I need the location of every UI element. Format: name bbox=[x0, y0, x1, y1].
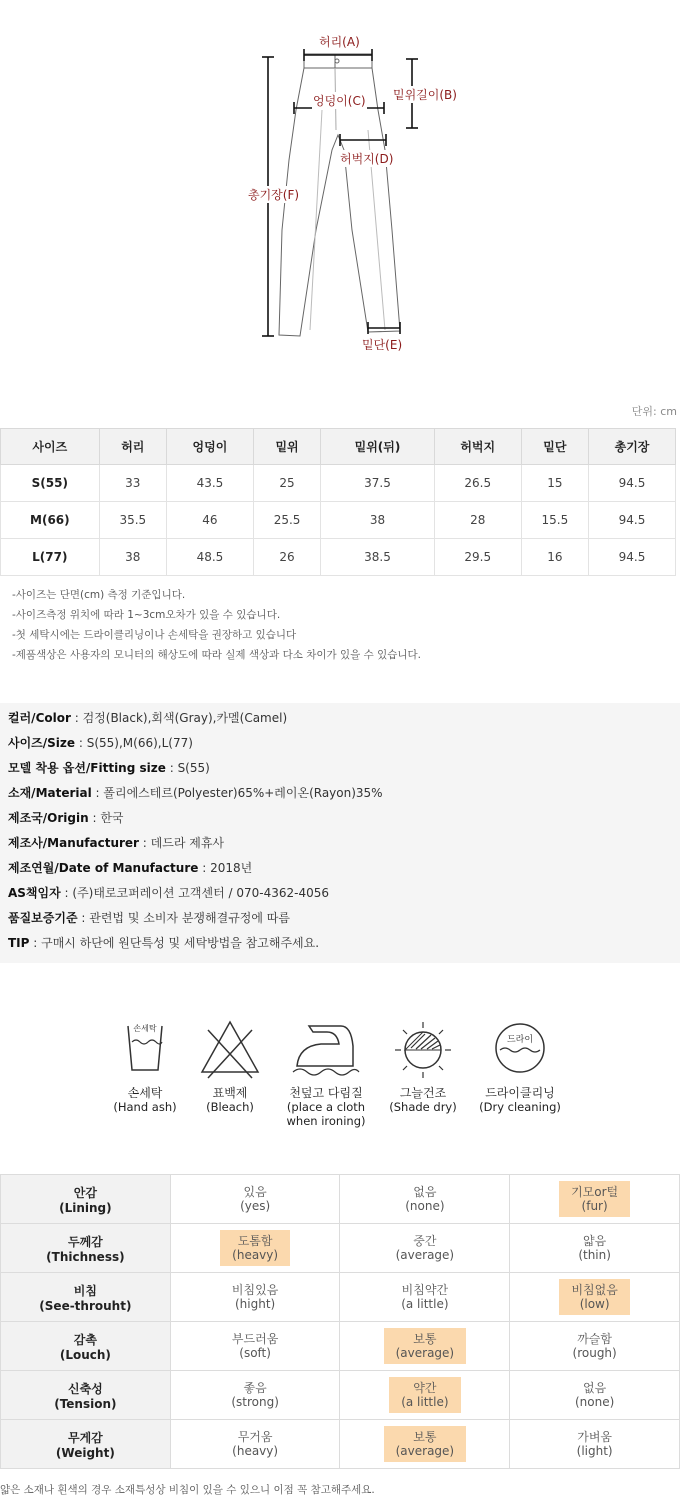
fabric-option-ko: 있음 bbox=[243, 1185, 267, 1199]
fabric-option-ko: 보통 bbox=[413, 1430, 437, 1444]
care-item-shade-dry bbox=[382, 1018, 464, 1114]
table-row bbox=[1, 465, 676, 502]
fabric-label-en: (Thichness) bbox=[46, 1249, 125, 1264]
hem-label: 밑단(E) bbox=[362, 338, 403, 352]
fabric-option-cell bbox=[170, 1273, 340, 1322]
info-value: : 데드라 제휴사 bbox=[138, 836, 225, 850]
note-line: -첫 세탁시에는 드라이클리닝이나 손세탁을 권장하고 있습니다 bbox=[12, 629, 297, 641]
waist-label: 허리(A) bbox=[319, 35, 360, 49]
fabric-option-cell bbox=[510, 1371, 680, 1420]
fabric-option-cell bbox=[340, 1175, 510, 1224]
header-cell: 엉덩이 bbox=[166, 429, 253, 465]
info-value: : 폴리에스테르(Polyester)65%+레이온(Rayon)35% bbox=[91, 786, 383, 800]
info-row bbox=[0, 731, 680, 756]
header-cell: 밑위 bbox=[253, 429, 320, 465]
care-label-en: (place a cloth bbox=[286, 1100, 366, 1114]
info-value: : (주)태로코퍼레이션 고객센터 / 070-4362-4056 bbox=[60, 886, 329, 900]
fabric-label-en: (See-throuht) bbox=[39, 1298, 132, 1313]
table-cell: 94.5 bbox=[589, 502, 676, 539]
fabric-option-cell bbox=[510, 1322, 680, 1371]
table-cell: 46 bbox=[166, 502, 253, 539]
table-cell: 48.5 bbox=[166, 539, 253, 576]
fabric-option-cell bbox=[170, 1322, 340, 1371]
info-row bbox=[0, 756, 680, 781]
size-cell: M(66) bbox=[1, 502, 100, 539]
fabric-label-en: (Lining) bbox=[59, 1200, 112, 1215]
fabric-option-selected bbox=[384, 1328, 467, 1364]
hand-wash-icon bbox=[115, 1018, 175, 1080]
fabric-attribute-label bbox=[1, 1420, 171, 1469]
fabric-attribute-label bbox=[1, 1322, 171, 1371]
fabric-option-ko: 기모or털 bbox=[571, 1185, 619, 1199]
pants-outline-illustration bbox=[0, 0, 680, 400]
table-row bbox=[1, 539, 676, 576]
fabric-label-ko: 비침 bbox=[73, 1283, 97, 1298]
info-value: : 관련법 및 소비자 분쟁해결규정에 따름 bbox=[77, 911, 290, 925]
care-label-ko: 천덮고 다림질 bbox=[289, 1086, 363, 1100]
fabric-option-ko: 까슬함 bbox=[577, 1332, 612, 1346]
size-notes bbox=[12, 585, 421, 665]
dry-cleaning-icon bbox=[488, 1018, 552, 1080]
fabric-option-ko: 없음 bbox=[413, 1185, 437, 1199]
fabric-row bbox=[1, 1273, 680, 1322]
table-cell: 26 bbox=[253, 539, 320, 576]
fabric-option-cell bbox=[510, 1175, 680, 1224]
shade-dry-icon bbox=[391, 1018, 455, 1080]
fabric-option bbox=[388, 1231, 463, 1265]
measurement-diagram bbox=[0, 0, 680, 400]
fabric-option-selected bbox=[559, 1181, 630, 1217]
info-label: 제조연월/Date of Manufacture bbox=[8, 861, 199, 875]
fabric-option-ko: 비침약간 bbox=[401, 1283, 449, 1297]
fabric-row bbox=[1, 1420, 680, 1469]
fabric-option-en: (strong) bbox=[231, 1395, 279, 1409]
info-label: 제조사/Manufacturer bbox=[8, 836, 139, 850]
fabric-option-cell bbox=[170, 1224, 340, 1273]
care-label-en: (Shade dry) bbox=[389, 1100, 457, 1114]
fabric-option bbox=[569, 1427, 621, 1461]
size-table-header-row bbox=[1, 429, 676, 465]
info-label: 소재/Material bbox=[8, 786, 92, 800]
note-line: -사이즈는 단면(cm) 측정 기준입니다. bbox=[12, 589, 186, 601]
table-cell: 29.5 bbox=[434, 539, 521, 576]
table-cell: 16 bbox=[521, 539, 588, 576]
fabric-option-ko: 약간 bbox=[413, 1381, 437, 1395]
table-cell: 38 bbox=[99, 539, 166, 576]
fabric-attribute-label bbox=[1, 1273, 171, 1322]
fabric-option-ko: 가벼움 bbox=[577, 1430, 613, 1444]
info-label: TIP bbox=[8, 936, 30, 950]
info-label: 모델 착용 옵션/Fitting size bbox=[8, 761, 166, 775]
fabric-option-cell bbox=[510, 1420, 680, 1469]
care-label-en-2: when ironing) bbox=[286, 1114, 366, 1128]
size-cell: S(55) bbox=[1, 465, 100, 502]
info-value: : 검정(Black),회색(Gray),카멜(Camel) bbox=[70, 711, 288, 725]
info-label: 품질보증기준 bbox=[8, 911, 78, 925]
care-item-bleach bbox=[190, 1018, 270, 1114]
fabric-attribute-label bbox=[1, 1175, 171, 1224]
table-cell: 33 bbox=[99, 465, 166, 502]
fabric-option-ko: 도톰함 bbox=[237, 1234, 273, 1248]
product-info-panel bbox=[0, 703, 680, 963]
fabric-option-en: (none) bbox=[405, 1199, 445, 1213]
table-cell: 37.5 bbox=[321, 465, 435, 502]
fabric-row bbox=[1, 1322, 680, 1371]
fabric-option-en: (soft) bbox=[239, 1346, 271, 1360]
size-table bbox=[0, 428, 676, 576]
iron-with-cloth-icon bbox=[291, 1018, 361, 1080]
fabric-option-selected bbox=[559, 1279, 629, 1315]
fabric-option-ko: 무거움 bbox=[237, 1430, 273, 1444]
care-item-ironing bbox=[278, 1018, 374, 1128]
table-cell: 43.5 bbox=[166, 465, 253, 502]
fabric-option-cell bbox=[340, 1371, 510, 1420]
unit-text: 단위: cm bbox=[631, 405, 677, 418]
fabric-option-ko: 좋음 bbox=[243, 1381, 267, 1395]
fabric-option-cell bbox=[340, 1273, 510, 1322]
fabric-option-en: (average) bbox=[395, 1346, 455, 1360]
info-label: 사이즈/Size bbox=[8, 736, 76, 750]
info-value: : 한국 bbox=[88, 811, 124, 825]
fabric-option-cell bbox=[170, 1371, 340, 1420]
care-label-ko: 드라이클리닝 bbox=[485, 1086, 555, 1100]
table-row bbox=[1, 502, 676, 539]
size-cell: L(77) bbox=[1, 539, 100, 576]
info-label: AS책임자 bbox=[8, 886, 61, 900]
fabric-label-en: (Louch) bbox=[59, 1347, 111, 1362]
table-cell: 94.5 bbox=[589, 465, 676, 502]
table-cell: 38 bbox=[321, 502, 435, 539]
info-label: 제조국/Origin bbox=[8, 811, 89, 825]
fabric-option-en: (heavy) bbox=[232, 1248, 279, 1262]
fabric-label-ko: 신축성 bbox=[67, 1381, 103, 1396]
fabric-option-cell bbox=[510, 1273, 680, 1322]
fabric-option-selected bbox=[389, 1377, 460, 1413]
footer-note: 얇은 소재나 흰색의 경우 소재특성상 비침이 있을 수 있으니 이점 꼭 참고해주세요. bbox=[0, 1484, 375, 1496]
fabric-option-en: (none) bbox=[574, 1395, 615, 1409]
fabric-option-ko: 중간 bbox=[413, 1234, 437, 1248]
info-row bbox=[0, 781, 680, 806]
table-cell: 25.5 bbox=[253, 502, 320, 539]
info-row bbox=[0, 831, 680, 856]
care-label-ko: 표백제 bbox=[212, 1086, 248, 1100]
table-cell: 38.5 bbox=[321, 539, 435, 576]
fabric-option bbox=[224, 1280, 286, 1314]
fabric-option-ko: 비침없음 bbox=[571, 1283, 618, 1297]
fabric-label-ko: 감촉 bbox=[73, 1332, 97, 1347]
fabric-option-en: (heavy) bbox=[232, 1444, 279, 1458]
note-line: -제품색상은 사용자의 모니터의 해상도에 따라 실제 색상과 다소 차이가 있을 수 있습니다. bbox=[12, 649, 421, 661]
fabric-option-selected bbox=[220, 1230, 290, 1266]
fabric-option-en: (thin) bbox=[578, 1248, 611, 1262]
fabric-option-ko: 비침있음 bbox=[231, 1283, 279, 1297]
header-cell: 허리 bbox=[99, 429, 166, 465]
info-row bbox=[0, 806, 680, 831]
no-bleach-icon bbox=[198, 1018, 262, 1080]
hand-wash-icon-text: 손세탁 bbox=[133, 1024, 157, 1033]
care-label-en: (Dry cleaning) bbox=[479, 1100, 561, 1114]
fabric-label-ko: 안감 bbox=[73, 1185, 97, 1200]
header-cell: 밑단 bbox=[521, 429, 588, 465]
table-cell: 28 bbox=[434, 502, 521, 539]
info-row bbox=[0, 931, 680, 956]
table-cell: 15 bbox=[521, 465, 588, 502]
table-cell: 15.5 bbox=[521, 502, 588, 539]
fabric-option-en: (yes) bbox=[240, 1199, 271, 1213]
fabric-label-ko: 무게감 bbox=[67, 1430, 103, 1445]
fabric-option-en: (rough) bbox=[572, 1346, 617, 1360]
fabric-option-cell bbox=[510, 1224, 680, 1273]
fabric-option bbox=[567, 1378, 622, 1412]
dry-cleaning-icon-text: 드라이 bbox=[506, 1035, 534, 1045]
fabric-option-en: (hight) bbox=[234, 1297, 276, 1311]
fabric-option bbox=[224, 1329, 286, 1363]
fabric-option bbox=[570, 1231, 619, 1265]
fabric-attribute-label bbox=[1, 1371, 171, 1420]
fabric-option-ko: 얇음 bbox=[583, 1234, 607, 1248]
fabric-option-en: (average) bbox=[395, 1444, 455, 1458]
info-label: 컬러/Color bbox=[8, 711, 71, 725]
care-label-en: (Hand ash) bbox=[113, 1100, 177, 1114]
total-length-label: 총기장(F) bbox=[248, 188, 300, 202]
fabric-option-en: (fur) bbox=[581, 1199, 608, 1213]
fabric-label-ko: 두께감 bbox=[67, 1234, 103, 1249]
fabric-option-en: (light) bbox=[576, 1444, 613, 1458]
fabric-option bbox=[223, 1378, 287, 1412]
fabric-option bbox=[397, 1182, 452, 1216]
care-label-ko: 그늘건조 bbox=[399, 1086, 447, 1100]
table-cell: 25 bbox=[253, 465, 320, 502]
fabric-option-ko: 없음 bbox=[583, 1381, 607, 1395]
fabric-row bbox=[1, 1224, 680, 1273]
info-value: : S(55) bbox=[165, 761, 210, 775]
fabric-option-ko: 보통 bbox=[413, 1332, 437, 1346]
header-cell: 사이즈 bbox=[1, 429, 100, 465]
fabric-attribute-label bbox=[1, 1224, 171, 1273]
fabric-option bbox=[224, 1427, 286, 1461]
fabric-table bbox=[0, 1174, 680, 1469]
fabric-option-cell bbox=[340, 1322, 510, 1371]
care-label-en: (Bleach) bbox=[206, 1100, 254, 1114]
fabric-option-en: (low) bbox=[579, 1297, 610, 1311]
fabric-option-en: (a little) bbox=[401, 1395, 449, 1409]
fabric-option-en: (average) bbox=[395, 1248, 455, 1262]
header-cell: 총기장 bbox=[589, 429, 676, 465]
table-cell: 35.5 bbox=[99, 502, 166, 539]
info-row bbox=[0, 906, 680, 931]
fabric-option-en: (a little) bbox=[401, 1297, 449, 1311]
fabric-option-cell bbox=[340, 1420, 510, 1469]
info-row bbox=[0, 706, 680, 731]
header-cell: 밑위(뒤) bbox=[321, 429, 435, 465]
info-value: : 2018년 bbox=[198, 861, 253, 875]
hip-label: 엉덩이(C) bbox=[313, 94, 366, 108]
fabric-option bbox=[393, 1280, 456, 1314]
header-cell: 허벅지 bbox=[434, 429, 521, 465]
fabric-option-ko: 부드러움 bbox=[231, 1332, 279, 1346]
fabric-option-cell bbox=[340, 1224, 510, 1273]
fabric-option bbox=[232, 1182, 278, 1216]
care-item-hand-wash bbox=[100, 1018, 190, 1114]
fabric-label-en: (Weight) bbox=[55, 1445, 115, 1460]
info-value: : S(55),M(66),L(77) bbox=[75, 736, 193, 750]
table-cell: 26.5 bbox=[434, 465, 521, 502]
fabric-row bbox=[1, 1175, 680, 1224]
fabric-row bbox=[1, 1371, 680, 1420]
fabric-option-selected bbox=[384, 1426, 467, 1462]
care-label-ko: 손세탁 bbox=[127, 1086, 163, 1100]
fabric-label-en: (Tension) bbox=[54, 1396, 117, 1411]
note-line: -사이즈측정 위치에 따라 1~3cm오차가 있을 수 있습니다. bbox=[12, 609, 281, 621]
info-row bbox=[0, 856, 680, 881]
info-value: : 구매시 하단에 원단특성 및 세탁방법을 참고해주세요. bbox=[29, 936, 320, 950]
table-cell: 94.5 bbox=[589, 539, 676, 576]
rise-label: 밑위길이(B) bbox=[393, 88, 457, 102]
fabric-option-cell bbox=[170, 1420, 340, 1469]
thigh-label: 허벅지(D) bbox=[340, 152, 394, 166]
info-row bbox=[0, 881, 680, 906]
fabric-option bbox=[565, 1329, 625, 1363]
care-item-dry-cleaning bbox=[472, 1018, 568, 1114]
fabric-option-cell bbox=[170, 1175, 340, 1224]
